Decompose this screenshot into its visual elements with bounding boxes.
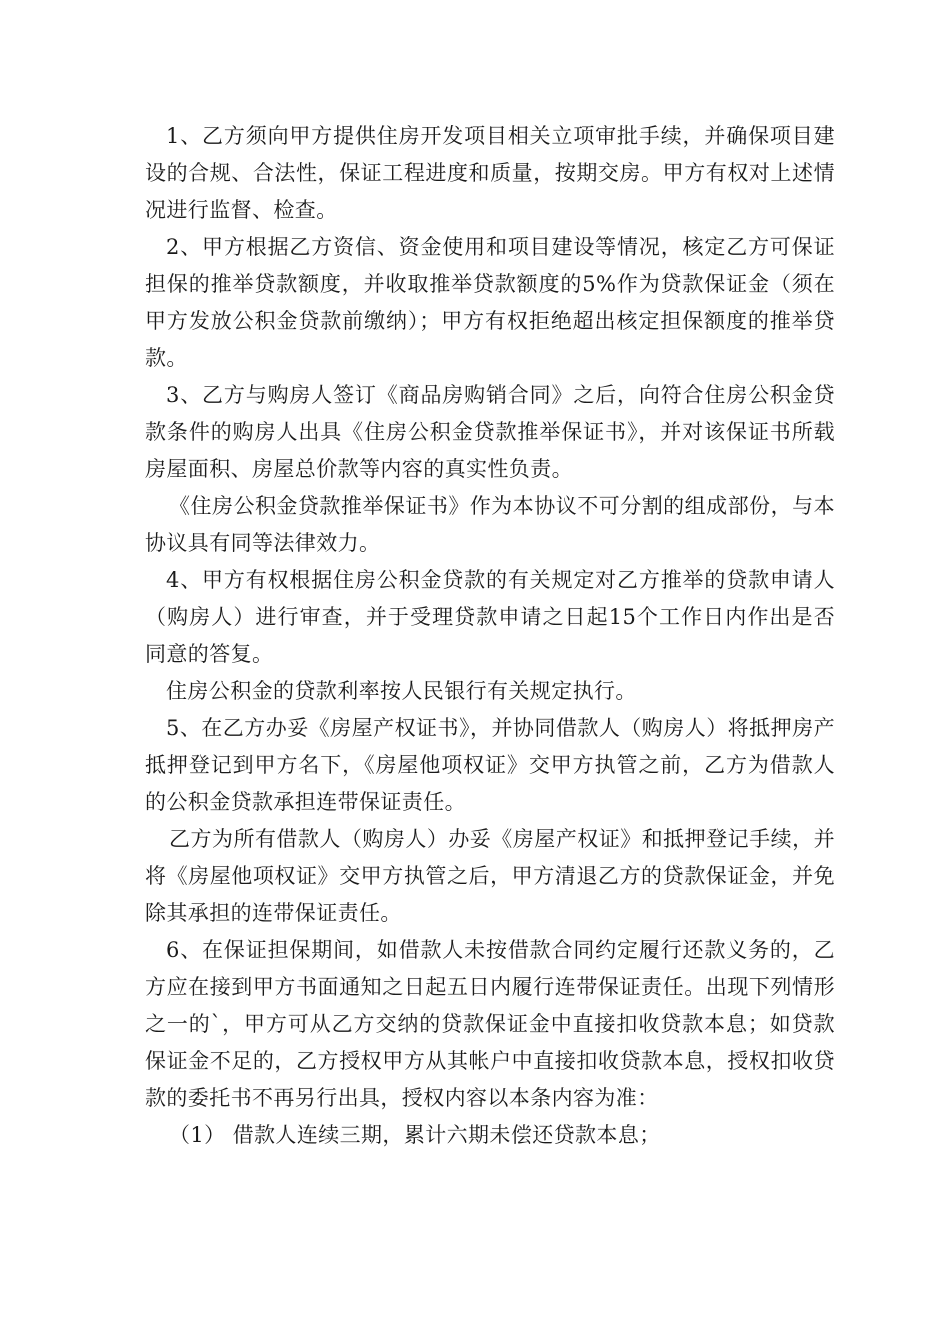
paragraph-clause-3: 3、乙方与购房人签订《商品房购销合同》之后，向符合住房公积金贷款条件的购房人出具《住房公积金贷款推举保证书》，并对该保证书所载房屋面积、房屋总价款等内容的真实性负责。 bbox=[145, 383, 835, 481]
paragraph-clause-4: 4、甲方有权根据住房公积金贷款的有关规定对乙方推举的贷款申请人（购房人）进行审查，并于受理贷款申请之日起15个工作日内作出是否同意的答复。 bbox=[145, 568, 835, 666]
paragraph-clause-2: 2、甲方根据乙方资信、资金使用和项目建设等情况，核定乙方可保证担保的推举贷款额度，并收取推举贷款额度的5%作为贷款保证金（须在甲方发放公积金贷款前缴纳）；甲方有权拒绝超出核定担保额度的推举贷款。 bbox=[145, 235, 835, 370]
paragraph-clause-4-note: 住房公积金的贷款利率按人民银行有关规定执行。 bbox=[166, 679, 637, 703]
document-body bbox=[145, 118, 835, 1154]
paragraph-clause-5: 5、在乙方办妥《房屋产权证书》，并协同借款人（购房人）将抵押房产抵押登记到甲方名下，《房屋他项权证》交甲方执管之前，乙方为借款人的公积金贷款承担连带保证责任。 bbox=[145, 716, 835, 814]
paragraph-clause-6-item-1: （1） 借款人连续三期，累计六期未偿还贷款本息； bbox=[169, 1123, 661, 1147]
paragraph-clause-3-note: 《住房公积金贷款推举保证书》作为本协议不可分割的组成部份，与本协议具有同等法律效力。 bbox=[145, 494, 835, 555]
paragraph-clause-6: 6、在保证担保期间，如借款人未按借款合同约定履行还款义务的，乙方应在接到甲方书面通知之日起五日内履行连带保证责任。出现下列情形之一的`，甲方可从乙方交纳的贷款保证金中直接扣收贷款本息；如贷款保证金不足的，乙方授权甲方从其帐户中直接扣收贷款本息，授权扣收贷款的委托书不再另行出具，授权内容以本条内容为准： bbox=[145, 938, 835, 1110]
paragraph-clause-1: 1、乙方须向甲方提供住房开发项目相关立项审批手续，并确保项目建设的合规、合法性，保证工程进度和质量，按期交房。甲方有权对上述情况进行监督、检查。 bbox=[145, 124, 835, 222]
paragraph-clause-5-note: 乙方为所有借款人（购房人）办妥《房屋产权证》和抵押登记手续，并将《房屋他项权证》交甲方执管之后，甲方清退乙方的贷款保证金，并免除其承担的连带保证责任。 bbox=[145, 827, 835, 925]
